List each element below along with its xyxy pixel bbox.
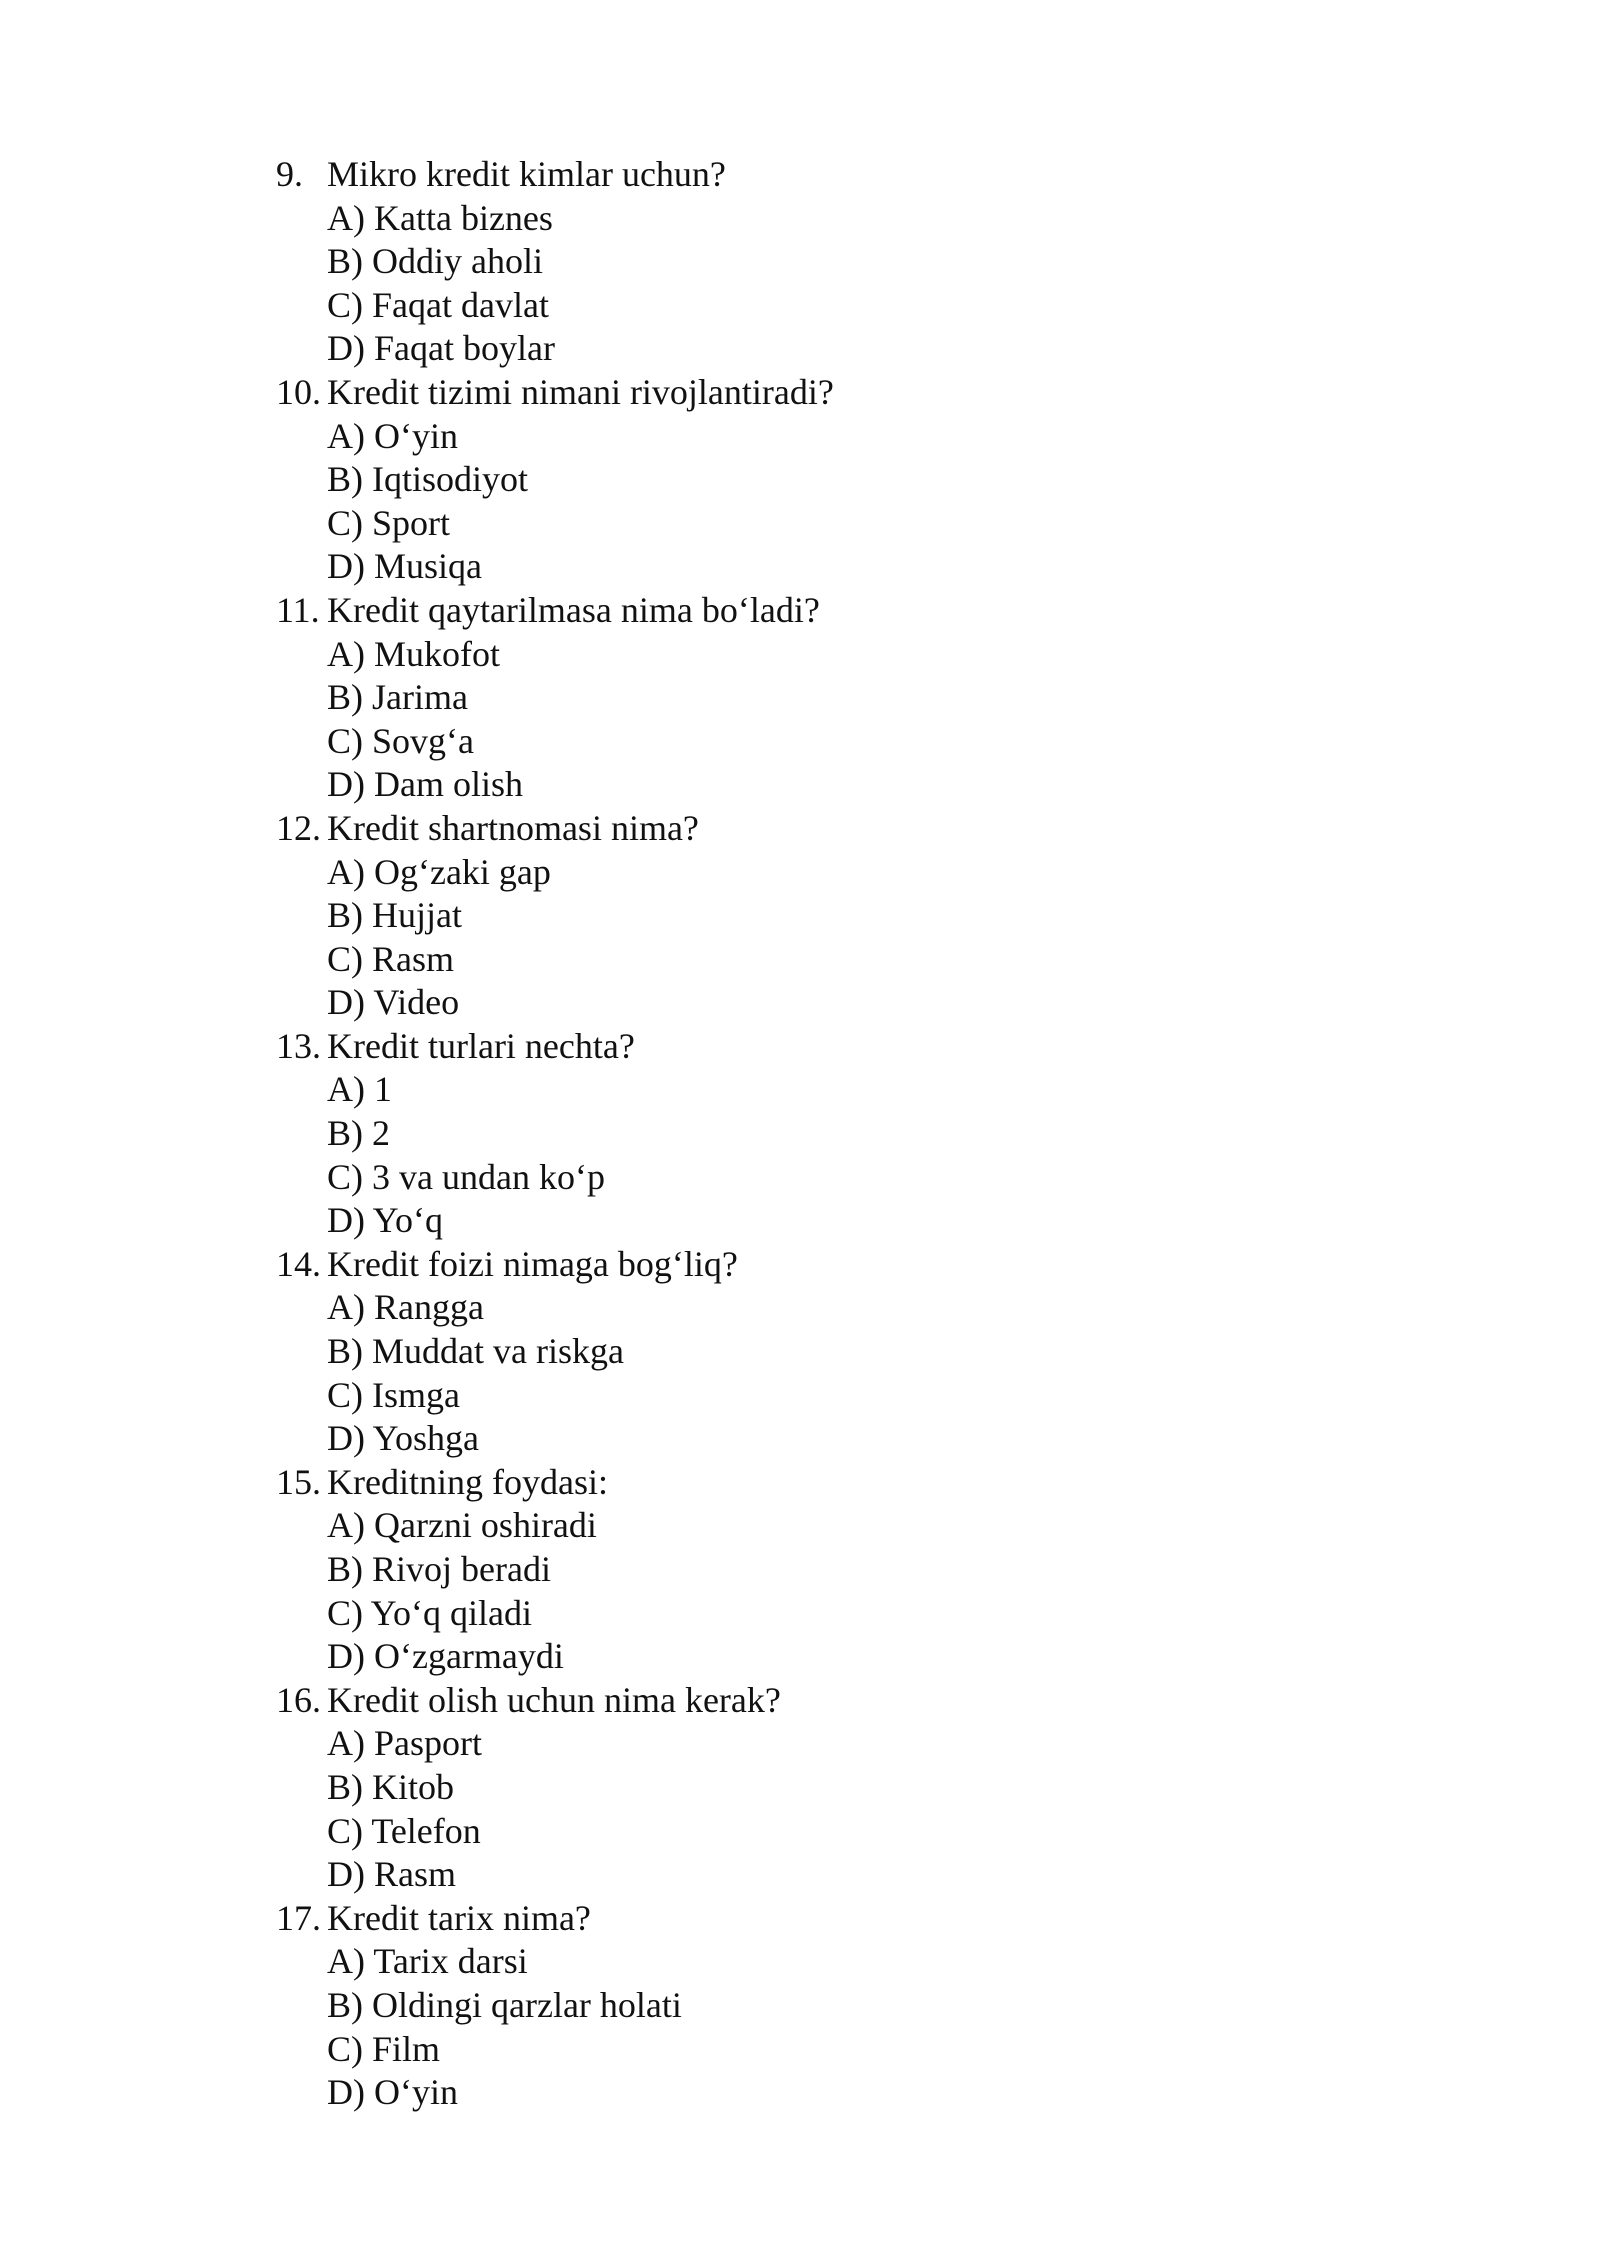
answer-option: B) Muddat va riskga <box>327 1331 624 1372</box>
answer-option: A) Katta biznes <box>327 197 553 238</box>
question-text: Kredit tarix nima? <box>327 1897 591 1938</box>
answer-option: A) 1 <box>327 1069 392 1110</box>
question-number: 15. <box>276 1461 321 1502</box>
question-line <box>276 1025 1376 1069</box>
question-number: 16. <box>276 1679 321 1720</box>
question-number: 14. <box>276 1243 321 1284</box>
answer-option: C) 3 va undan ko‘p <box>327 1156 605 1197</box>
answer-option: A) Qarzni oshiradi <box>327 1505 597 1546</box>
question-line <box>276 807 1376 851</box>
question-number: 10. <box>276 371 321 412</box>
question-text: Kredit qaytarilmasa nima bo‘ladi? <box>327 589 820 630</box>
answer-option: D) Rasm <box>327 1854 456 1895</box>
question-number: 13. <box>276 1025 321 1066</box>
question-line <box>276 371 1376 415</box>
answer-option: A) Og‘zaki gap <box>327 851 551 892</box>
question-text: Mikro kredit kimlar uchun? <box>327 154 726 194</box>
answer-option: B) Hujjat <box>327 895 462 936</box>
question-line <box>276 153 1376 197</box>
answer-option: D) Video <box>327 982 460 1023</box>
answer-option: D) Yoshga <box>327 1418 480 1459</box>
answer-option: A) Rangga <box>327 1287 484 1328</box>
answer-option: B) Kitob <box>327 1766 455 1807</box>
answer-option: D) O‘yin <box>327 2072 458 2113</box>
question-text: Kredit tizimi nimani rivojlantiradi? <box>327 371 834 412</box>
question-line <box>276 589 1376 633</box>
answer-option: B) 2 <box>327 1113 390 1154</box>
answer-option: D) Yo‘q <box>327 1200 444 1241</box>
question-line <box>276 1461 1376 1505</box>
answer-option: B) Rivoj beradi <box>327 1549 551 1589</box>
answer-option: A) Tarix darsi <box>327 1941 528 1982</box>
question-number: 17. <box>276 1897 321 1938</box>
answer-option: B) Oddiy aholi <box>327 241 543 282</box>
answer-option: D) O‘zgarmaydi <box>327 1636 564 1677</box>
question-line <box>276 1679 1376 1723</box>
answer-option: A) Mukofot <box>327 633 500 674</box>
answer-option: C) Faqat davlat <box>327 284 549 325</box>
answer-option: D) Musiqa <box>327 546 482 587</box>
answer-option: C) Ismga <box>327 1374 460 1415</box>
question-number: 9. <box>276 154 303 194</box>
question-text: Kreditning foydasi: <box>327 1461 608 1502</box>
question-number: 11. <box>276 589 320 630</box>
answer-option: B) Iqtisodiyot <box>327 459 529 500</box>
answer-option: C) Telefon <box>327 1810 481 1851</box>
question-text: Kredit turlari nechta? <box>327 1025 635 1066</box>
answer-option: C) Film <box>327 2028 441 2069</box>
question-number: 12. <box>276 807 321 848</box>
answer-option: D) Dam olish <box>327 764 523 805</box>
answer-option: C) Yo‘q qiladi <box>327 1592 533 1633</box>
question-line <box>276 1897 1376 1941</box>
answer-option: D) Faqat boylar <box>327 328 555 369</box>
question-text: Kredit shartnomasi nima? <box>327 807 699 848</box>
question-list <box>276 153 1376 2115</box>
answer-option: A) O‘yin <box>327 415 458 456</box>
answer-option: C) Rasm <box>327 938 455 979</box>
question-text: Kredit olish uchun nima kerak? <box>327 1679 781 1720</box>
answer-option: B) Jarima <box>327 677 468 718</box>
answer-option: C) Sport <box>327 502 451 543</box>
question-text: Kredit foizi nimaga bog‘liq? <box>327 1243 738 1284</box>
answer-option: B) Oldingi qarzlar holati <box>327 1984 682 2025</box>
question-line <box>276 1243 1376 1287</box>
answer-option: A) Pasport <box>327 1723 482 1764</box>
answer-option: C) Sovg‘a <box>327 720 474 761</box>
